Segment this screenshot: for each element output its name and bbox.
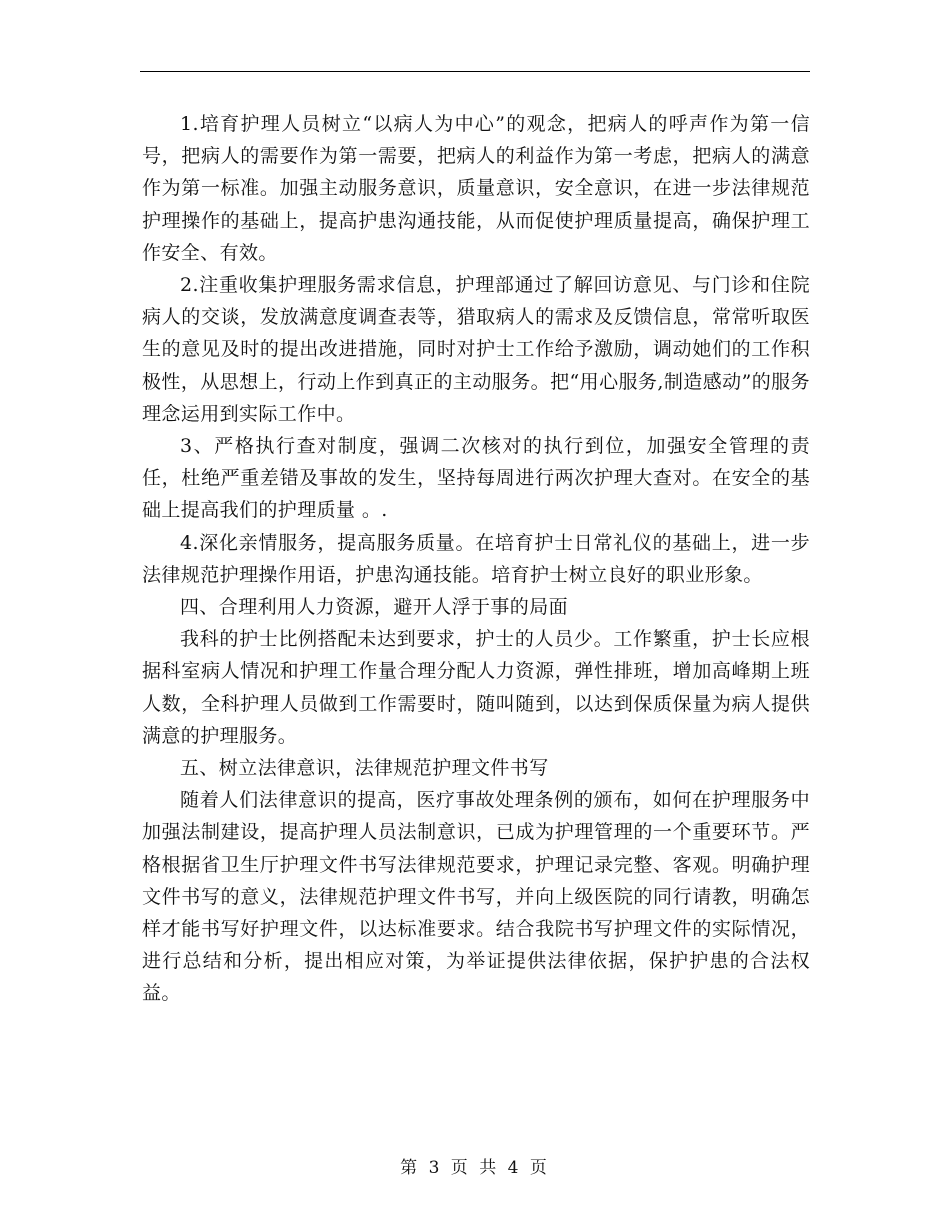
paragraph-2: 2.注重收集护理服务需求信息，护理部通过了解回访意见、与门诊和住院病人的交谈，发放满意度调查表等，猎取病人的需求及反馈信息，常常听取医生的意见及时的提出改进措施，同时对护士工作给予激励，调动她们的工作积极性，从思想上，行动上作到真正的主动服务。把“用心服务,制造感动”的服务理念运用到实际工作中。 [142,274,810,425]
section-heading-5: 五、树立法律意识，法律规范护理文件书写 [180,757,549,780]
paragraph-5: 我科的护士比例搭配未达到要求，护士的人员少。工作繁重，护士长应根据科室病人情况和护理工作量合理分配人力资源，弹性排班，增加高峰期上班人数，全科护理人员做到工作需要时，随叫随到，以达到保质保量为病人提供满意的护理服务。 [142,628,810,747]
paragraph-1: 1.培育护理人员树立“以病人为中心”的观念，把病人的呼声作为第一信号，把病人的需要作为第一需要，把病人的利益作为第一考虑，把病人的满意作为第一标准。加强主动服务意识，质量意识，安全意识，在进一步法律规范护理操作的基础上，提高护患沟通技能，从而促使护理质量提高，确保护理工作安全、有效。 [142,113,810,264]
paragraph-4: 4.深化亲情服务，提高服务质量。在培育护士日常礼仪的基础上，进一步法律规范护理操作用语，护患沟通技能。培育护士树立良好的职业形象。 [142,531,810,586]
page-footer: 第 3 页 共 4 页 [400,1158,550,1178]
paragraph-3: 3、严格执行查对制度，强调二次核对的执行到位，加强安全管理的责任，杜绝严重差错及事故的发生，坚持每周进行两次护理大查对。在安全的基础上提高我们的护理质量 。. [142,435,810,522]
header-rule [140,71,810,72]
paragraph-6: 随着人们法律意识的提高，医疗事故处理条例的颁布，如何在护理服务中加强法制建设，提高护理人员法制意识，已成为护理管理的一个重要环节。严格根据省卫生厅护理文件书写法律规范要求，护理记录完整、客观。明确护理文件书写的意义，法律规范护理文件书写，并向上级医院的同行请教，明确怎样才能书写好护理文件，以达标准要求。结合我院书写护理文件的实际情况，进行总结和分析，提出相应对策，为举证提供法律依据，保护护患的合法权益。 [142,789,810,1005]
section-heading-4: 四、合理利用人力资源，避开人浮于事的局面 [180,596,569,619]
document-body [142,108,810,1010]
